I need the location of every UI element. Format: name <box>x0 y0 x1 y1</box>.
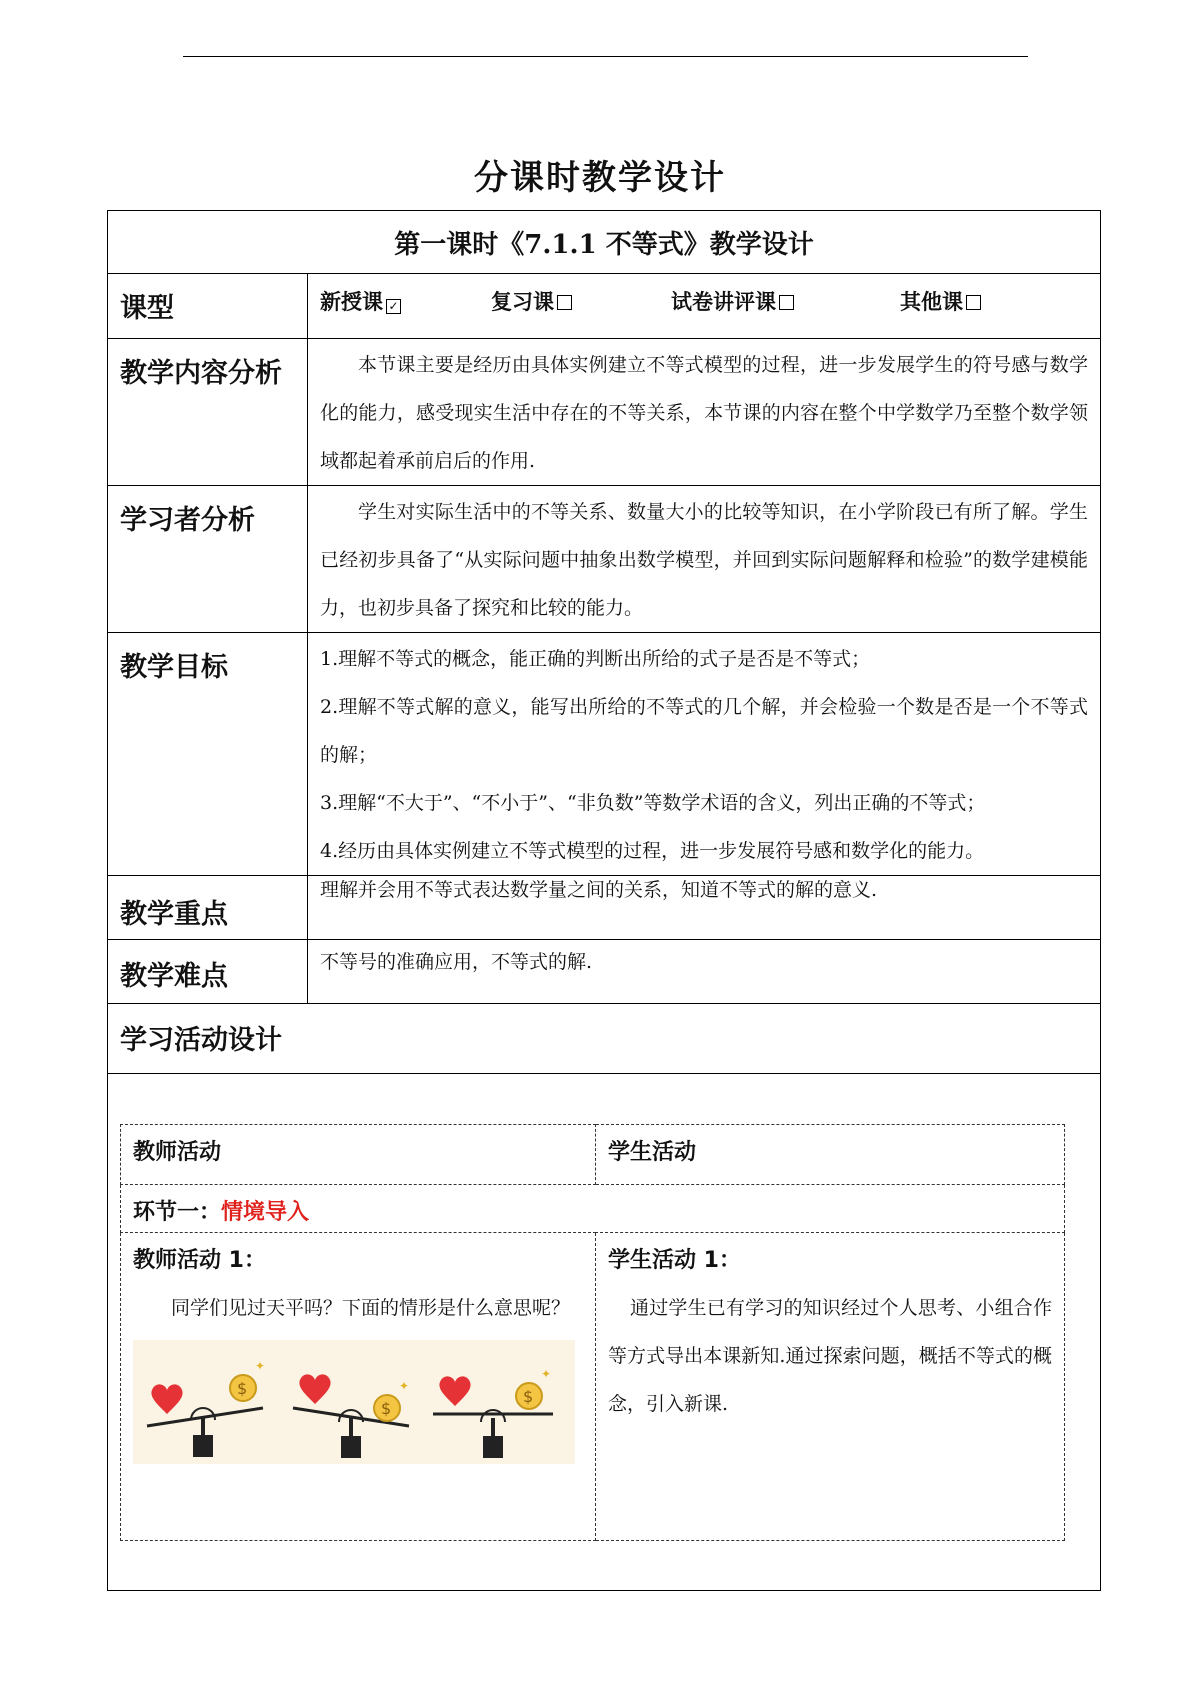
student-activity-text: 通过学生已有学习的知识经过个人思考、小组合作等方式导出本课新知.通过探索问题，概括不等式的概念，引入新课. <box>608 1297 1052 1415</box>
teacher-activity-text: 同学们见过天平吗？下面的情形是什么意思呢？ <box>171 1297 571 1319</box>
content-analysis-text: 本节课主要是经历由具体实例建立不等式模型的过程，进一步发展学生的符号感与数学化的能力，感受现实生活中存在的不等关系，本节课的内容在整个中学数学乃至整个数学领域都起着承前启后的作用. <box>308 339 1101 486</box>
option-other-lesson[interactable] <box>900 286 981 316</box>
learner-analysis-text: 学生对实际生活中的不等关系、数量大小的比较等知识，在小学阶段已有所了解。学生已经初步具备了“从实际问题中抽象出数学模型，并回到实际问题解释和检验”的数学建模能力，也初步具备了探究和比较的能力。 <box>308 486 1101 633</box>
objective-item: 3.理解“不大于”、“不小于”、“非负数”等数学术语的含义，列出正确的不等式； <box>320 792 986 814</box>
option-review-lesson[interactable] <box>491 286 671 316</box>
objective-item: 2.理解不等式解的意义，能写出所给的不等式的几个解，并会检验一个数是否是一个不等式的解； <box>320 696 1088 766</box>
content-analysis-label: 教学内容分析 <box>108 339 308 486</box>
activity-table <box>120 1124 1065 1541</box>
objective-item: 1.理解不等式的概念，能正确的判断出所给的式子是否是不等式； <box>320 648 871 670</box>
header-rule <box>183 56 1028 57</box>
option-label: 试卷讲评课 <box>671 290 776 314</box>
lesson-type-label: 课型 <box>108 274 308 339</box>
difficulties-text: 不等号的准确应用，不等式的解. <box>308 940 1101 1004</box>
balance-scales-image <box>133 1340 575 1464</box>
option-exam-review-lesson[interactable] <box>671 286 900 316</box>
option-label: 新授课 <box>320 290 383 314</box>
student-activity-header: 学生活动 <box>596 1125 1065 1185</box>
option-label: 复习课 <box>491 290 554 314</box>
activity-section <box>108 1074 1101 1591</box>
objectives-label: 教学目标 <box>108 633 308 876</box>
student-activity-title: 学生活动 1： <box>608 1248 741 1273</box>
teacher-activity-cell <box>121 1233 596 1541</box>
lesson-design-table <box>107 210 1101 1591</box>
student-activity-cell <box>596 1233 1065 1541</box>
empty-box-icon <box>966 295 981 310</box>
learner-analysis-label: 学习者分析 <box>108 486 308 633</box>
balance-illustration <box>133 1340 595 1468</box>
stage-name: 情境导入 <box>221 1200 310 1225</box>
activity-design-label: 学习活动设计 <box>108 1004 1101 1074</box>
svg-text:$: $ <box>523 1387 534 1406</box>
svg-text:✦: ✦ <box>541 1367 552 1381</box>
objective-item: 4.经历由具体实例建立不等式模型的过程，进一步发展符号感和数学化的能力。 <box>320 840 985 862</box>
svg-text:$: $ <box>237 1379 248 1398</box>
stage-one-heading <box>121 1185 1065 1233</box>
teacher-activity-header: 教师活动 <box>121 1125 596 1185</box>
svg-text:$: $ <box>381 1399 392 1418</box>
page-title: 分课时教学设计 <box>474 158 726 198</box>
option-label: 其他课 <box>900 290 963 314</box>
teacher-activity-title: 教师活动 1： <box>133 1248 266 1273</box>
empty-box-icon <box>557 295 572 310</box>
checked-box-icon: ✓ <box>386 299 401 314</box>
difficulties-label: 教学难点 <box>108 940 308 1004</box>
svg-text:✦: ✦ <box>399 1379 410 1393</box>
lesson-title: 第一课时《7.1.1 不等式》教学设计 <box>108 211 1101 274</box>
key-points-text: 理解并会用不等式表达数学量之间的关系，知道不等式的解的意义. <box>308 876 1101 940</box>
lesson-type-options <box>308 274 1101 339</box>
key-points-label: 教学重点 <box>108 876 308 940</box>
stage-prefix: 环节一： <box>133 1200 222 1225</box>
option-new-lesson[interactable] <box>320 286 491 316</box>
svg-text:✦: ✦ <box>255 1359 266 1373</box>
empty-box-icon <box>779 295 794 310</box>
objectives-list <box>308 633 1101 876</box>
